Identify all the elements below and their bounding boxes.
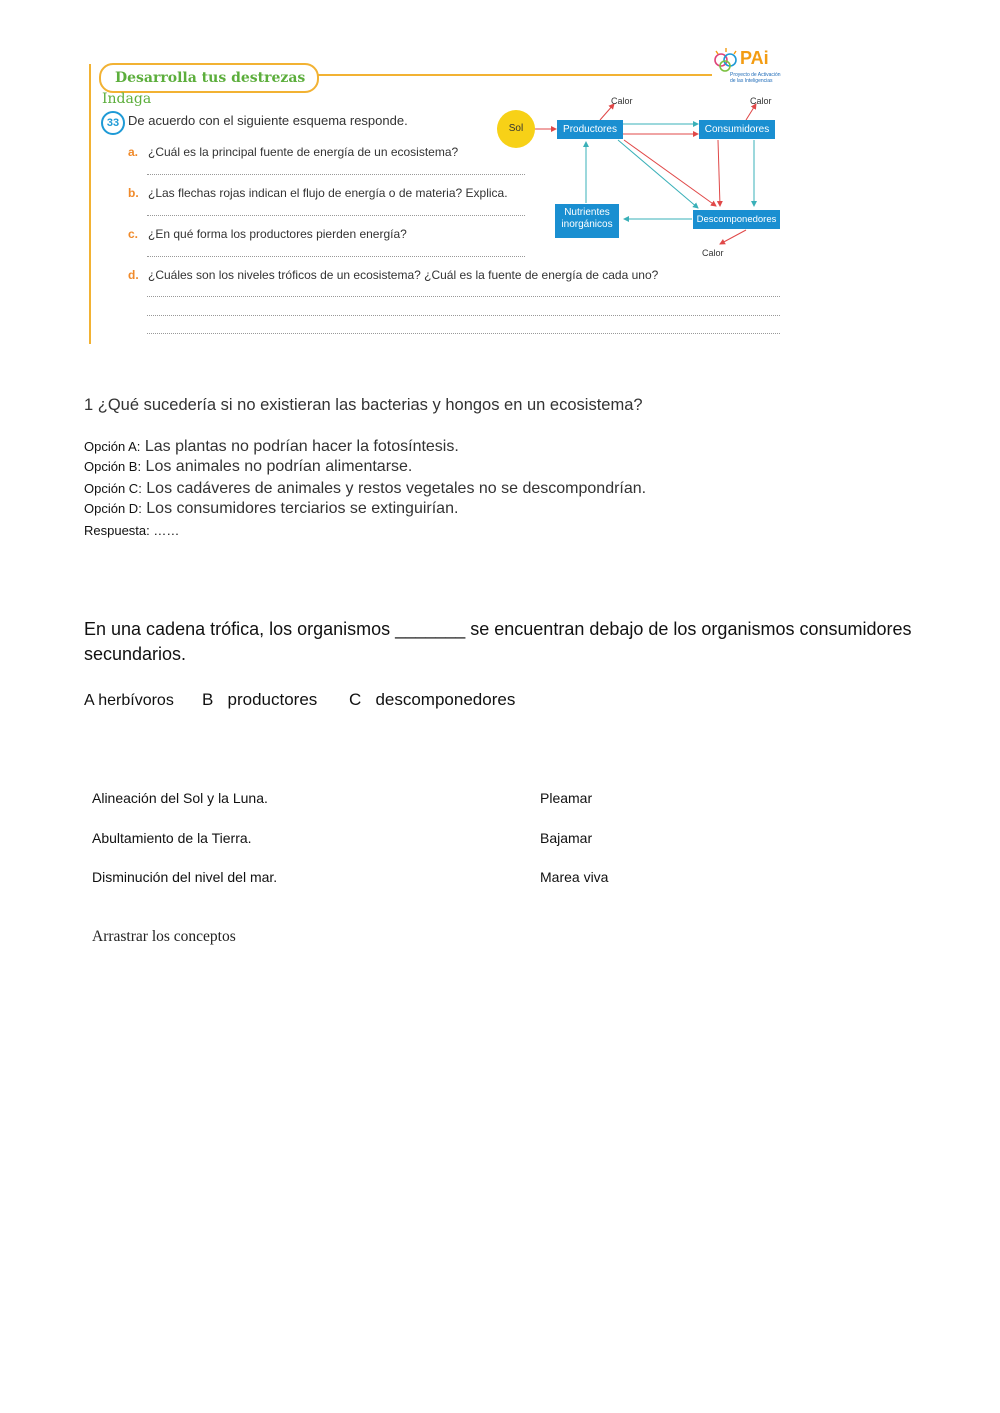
option-c[interactable] bbox=[84, 480, 646, 498]
arrow-producers-decomposers-energy bbox=[624, 140, 716, 206]
subquestion-letter: c. bbox=[128, 227, 139, 241]
subquestion-text: ¿Cuál es la principal fuente de energía de un ecosistema? bbox=[148, 145, 459, 159]
match-left-1[interactable]: Alineación del Sol y la Luna. bbox=[92, 790, 268, 806]
option-text: Los animales no podrían alimentarse. bbox=[145, 458, 413, 475]
option-prefix: Opción D: bbox=[84, 501, 142, 516]
choice-b[interactable]: B productores bbox=[202, 690, 318, 709]
subquestion-text: ¿Las flechas rojas indican el flujo de energía o de materia? Explica. bbox=[148, 186, 508, 200]
match-left-3[interactable]: Disminución del nivel del mar. bbox=[92, 869, 278, 885]
answer-line bbox=[147, 296, 780, 297]
option-b[interactable] bbox=[84, 458, 412, 476]
heat-label-decomposers: Calor bbox=[702, 248, 724, 258]
answer-line bbox=[147, 215, 525, 216]
match-right-2[interactable]: Bajamar bbox=[540, 830, 593, 846]
logo-text: PAi bbox=[740, 48, 769, 68]
drag-instruction: Arrastrar los conceptos bbox=[92, 928, 236, 945]
subquestion-a bbox=[128, 145, 458, 159]
subquestion-c bbox=[128, 227, 407, 241]
pai-logo bbox=[712, 48, 782, 90]
arrow-consumers-decomposers-energy bbox=[718, 140, 720, 206]
energy-flow-arrows bbox=[490, 90, 790, 265]
option-text: Las plantas no podrían hacer la fotosíntesis. bbox=[144, 438, 459, 455]
subquestion-letter: d. bbox=[128, 268, 139, 282]
option-prefix: Opción B: bbox=[84, 459, 142, 474]
option-text: Los consumidores terciarios se extinguirían. bbox=[146, 500, 459, 517]
arrow-consumers-heat bbox=[746, 104, 756, 120]
producers-node: Productores bbox=[557, 120, 623, 139]
answer-line bbox=[147, 174, 525, 175]
answer-line bbox=[147, 256, 525, 257]
choice-a[interactable]: A herbívoros bbox=[84, 692, 174, 709]
question-1-title: 1 ¿Qué sucedería si no existieran las bacterias y hongos en un ecosistema? bbox=[84, 396, 643, 414]
subquestion-letter: b. bbox=[128, 186, 139, 200]
option-d[interactable] bbox=[84, 500, 458, 518]
subsection-title: Indaga bbox=[102, 91, 152, 107]
match-left-2[interactable]: Abultamiento de la Tierra. bbox=[92, 830, 252, 846]
arrow-producers-heat bbox=[600, 104, 614, 120]
subquestion-text: ¿En qué forma los productores pierden energía? bbox=[148, 227, 407, 241]
decomposers-node: Descomponedores bbox=[693, 210, 780, 229]
option-prefix: Opción A: bbox=[84, 439, 141, 454]
answer-field[interactable]: Respuesta: …… bbox=[84, 523, 180, 538]
match-right-3[interactable]: Marea viva bbox=[540, 869, 609, 885]
subquestion-letter: a. bbox=[128, 145, 139, 159]
nutrients-line1: Nutrientes bbox=[564, 207, 610, 218]
nutrients-node bbox=[555, 204, 619, 238]
heat-label-consumers: Calor bbox=[750, 96, 772, 106]
nutrients-line2: inorgánicos bbox=[561, 218, 613, 230]
option-a[interactable] bbox=[84, 438, 459, 456]
subquestion-d bbox=[128, 268, 658, 282]
logo-subtitle: Proyecto de Activación de las Inteligencias bbox=[730, 72, 781, 84]
heat-label-producers: Calor bbox=[611, 96, 633, 106]
section-frame-topline bbox=[292, 74, 712, 76]
choice-c[interactable]: C descomponedores bbox=[349, 690, 516, 709]
question-number-badge: 33 bbox=[101, 111, 125, 135]
arrow-producers-decomposers-matter bbox=[618, 140, 698, 208]
option-text: Los cadáveres de animales y restos vegetales no se descompondrían. bbox=[146, 480, 647, 497]
answer-line bbox=[147, 333, 780, 334]
answer-line bbox=[147, 315, 780, 316]
section-tab: Desarrolla tus destrezas bbox=[99, 63, 319, 93]
sun-node: Sol bbox=[497, 110, 535, 148]
option-prefix: Opción C: bbox=[84, 481, 142, 496]
subquestion-text: ¿Cuáles son los niveles tróficos de un ecosistema? ¿Cuál es la fuente de energía de cada uno? bbox=[148, 268, 659, 282]
fill-in-sentence: En una cadena trófica, los organismos _______ se encuentran debajo de los organismos consumidores secundarios. bbox=[84, 619, 912, 664]
match-right-1[interactable]: Pleamar bbox=[540, 790, 593, 806]
subquestion-b bbox=[128, 186, 508, 200]
arrow-decomposers-heat bbox=[720, 230, 746, 244]
question-intro: De acuerdo con el siguiente esquema responde. bbox=[128, 113, 408, 128]
consumers-node: Consumidores bbox=[699, 120, 775, 139]
